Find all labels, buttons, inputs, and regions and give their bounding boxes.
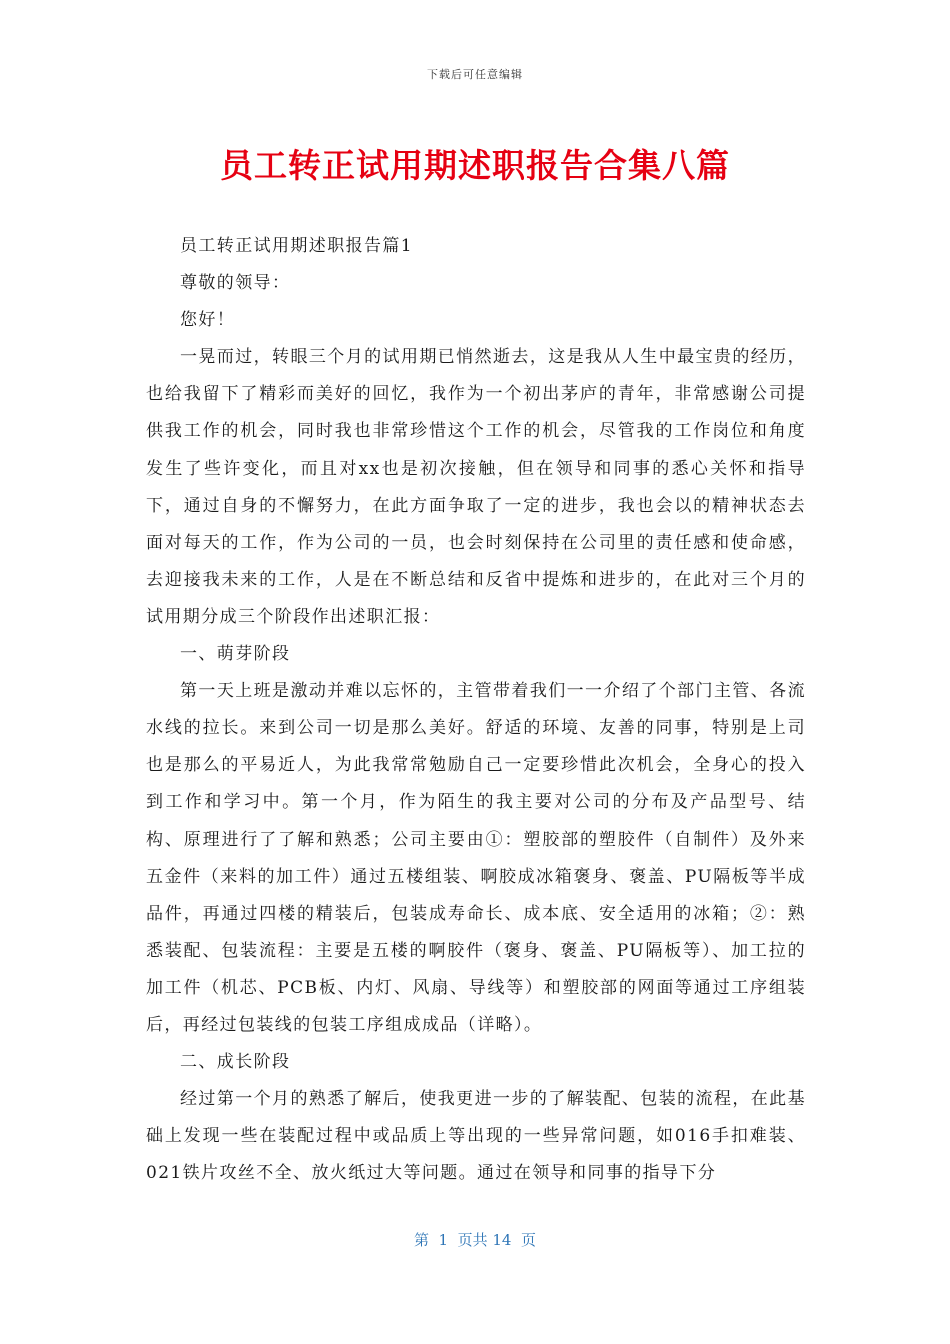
paragraph-intro: 一晃而过，转眼三个月的试用期已悄然逝去，这是我从人生中最宝贵的经历，也给我留下了精彩而美好的回忆，我作为一个初出茅庐的青年，非常感谢公司提供我工作的机会，同时我也非常珍惜这个工作的机会，尽管我的工作岗位和角度发生了些许变化，而且对xx也是初次接触，但在领导和同事的悉心关怀和指导下，通过自身的不懈努力，在此方面争取了一定的进步，我也会以的精神状态去面对每天的工作，作为公司的一员，也会时刻保持在公司里的责任感和使命感，去迎接我未来的工作，人是在不断总结和反省中提炼和进步的，在此对三个月的试用期分成三个阶段作出述职汇报： (146, 347, 806, 627)
paragraph-stage-1: 第一天上班是激动并难以忘怀的，主管带着我们一一介绍了个部门主管、各流水线的拉长。来到公司一切是那么美好。舒适的环境、友善的同事，特别是上司也是那么的平易近人，为此我常常勉励自己一定要珍惜此次机会，全身心的投入到工作和学习中。第一个月，作为陌生的我主要对公司的分布及产品型号、结构、原理进行了了解和熟悉；公司主要由①：塑胶部的塑胶件（自制件）及外来五金件（来料的加工件）通过五楼组装、啊胶成冰箱褒身、褒盖、PU隔板等半成品件，再通过四楼的精装后，包装成寿命长、成本底、安全适用的冰箱；②：熟悉装配、包装流程：主要是五楼的啊胶件（褒身、褒盖、PU隔板等）、加工拉的加工件（机芯、PCB板、内灯、风扇、导线等）和塑胶部的网面等通过工序组装后，再经过包装线的包装工序组成成品（详略）。 (146, 681, 806, 1035)
section-heading-1: 一、萌芽阶段 (180, 644, 291, 665)
report-heading: 员工转正试用期述职报告篇1 (180, 236, 414, 256)
section-heading-2: 二、成长阶段 (180, 1052, 291, 1073)
page-number-footer: 第 1 页共 14 页 (413, 1231, 536, 1249)
paragraph-stage-2: 经过第一个月的熟悉了解后，使我更进一步的了解装配、包装的流程，在此基础上发现一些在装配过程中或品质上等出现的一些异常问题，如016手扣难装、021铁片攻丝不全、放火纸过大等问题。通过在领导和同事的指导下分 (146, 1089, 806, 1184)
document-title: 员工转正试用期述职报告合集八篇 (220, 146, 730, 185)
header-note: 下载后可任意编辑 (427, 68, 523, 81)
salutation: 尊敬的领导： (180, 273, 291, 294)
greeting: 您好！ (180, 310, 236, 331)
document-body (146, 228, 806, 1192)
